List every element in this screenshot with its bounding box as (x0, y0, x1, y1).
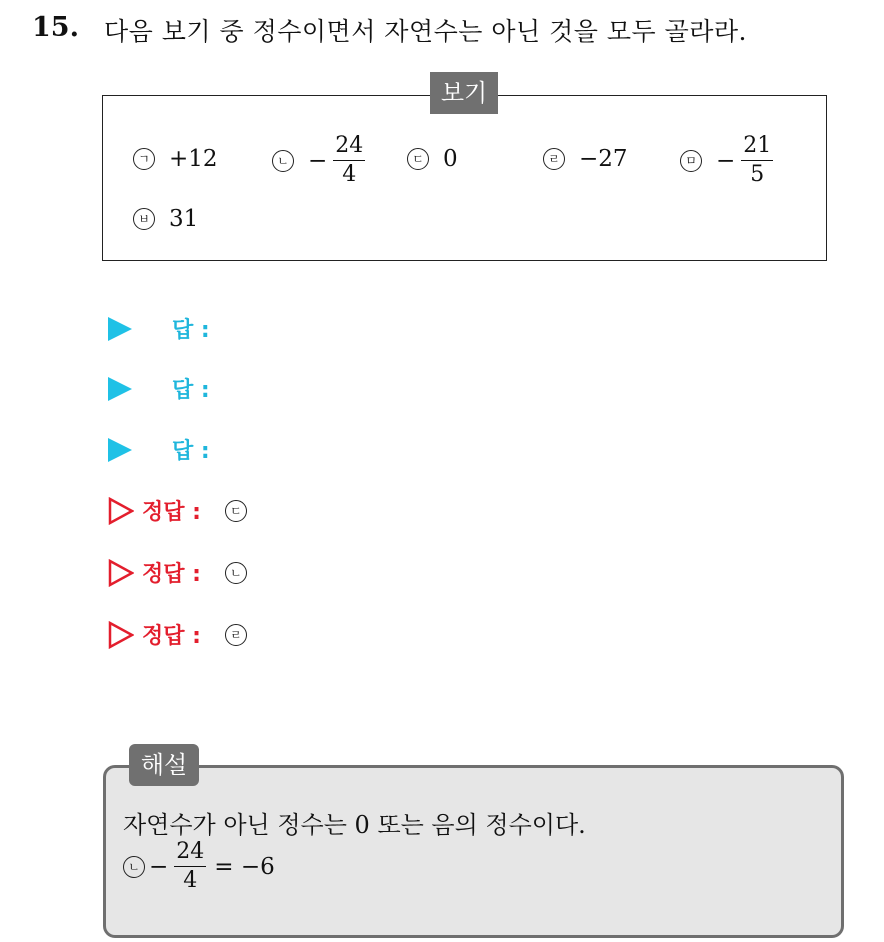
fraction-denominator: 5 (750, 162, 765, 187)
option-value: 0 (443, 146, 458, 172)
play-triangle-icon (108, 438, 132, 462)
option-bieup (133, 206, 198, 232)
option-mieum (680, 132, 773, 189)
circled-mieum-icon: ㅁ (680, 150, 702, 172)
option-value: −27 (579, 146, 628, 172)
circled-nieun-icon: ㄴ (123, 856, 145, 878)
question-text: 다음 보기 중 정수이면서 자연수는 아닌 것을 모두 골라라. (104, 17, 747, 46)
fraction-numerator: 24 (174, 838, 206, 867)
correct-answer (108, 495, 261, 526)
circled-digeut-icon: ㄷ (407, 148, 429, 170)
option-nieun (272, 132, 365, 189)
circled-giyeok-icon: ㄱ (133, 148, 155, 170)
calc-result: = −6 (214, 853, 275, 880)
outline-triangle-icon (108, 497, 134, 525)
answer-slot (108, 434, 210, 465)
bogi-tag: 보기 (430, 72, 498, 114)
fraction-numerator: 21 (741, 132, 773, 161)
correct-label: 정답 : (142, 500, 201, 525)
circled-bieup-icon: ㅂ (133, 208, 155, 230)
answer-label: 답 : (172, 318, 210, 343)
correct-label: 정답 : (142, 562, 201, 587)
fraction-numerator: 24 (333, 132, 365, 161)
correct-answer (108, 557, 261, 588)
outline-triangle-icon (108, 621, 134, 649)
answer-label: 답 : (172, 378, 210, 403)
option-fraction (333, 132, 365, 189)
circled-nieun-icon: ㄴ (225, 562, 247, 584)
explanation-tag: 해설 (129, 744, 199, 786)
answer-slot (108, 313, 210, 344)
circled-digeut-icon: ㄷ (225, 500, 247, 522)
circled-rieul-icon: ㄹ (225, 624, 247, 646)
correct-answer (108, 619, 261, 650)
play-triangle-icon (108, 317, 132, 341)
question-number: 15. (32, 12, 79, 43)
circled-rieul-icon: ㄹ (543, 148, 565, 170)
option-rieul (543, 146, 628, 172)
option-value: +12 (169, 146, 218, 172)
option-value: 31 (169, 206, 199, 232)
answer-slot (108, 373, 210, 404)
fraction-denominator: 4 (183, 868, 198, 893)
circled-nieun-icon: ㄴ (272, 150, 294, 172)
explanation-calculation (123, 838, 275, 895)
outline-triangle-icon (108, 559, 134, 587)
calc-fraction (174, 838, 206, 895)
option-giyeok (133, 146, 218, 172)
option-sign: − (716, 147, 736, 174)
explanation-text: 자연수가 아닌 정수는 0 또는 음의 정수이다. (123, 811, 586, 839)
answer-label: 답 : (172, 439, 210, 464)
calc-sign: − (149, 853, 169, 880)
fraction-denominator: 4 (342, 162, 357, 187)
option-fraction (741, 132, 773, 189)
option-sign: − (308, 147, 328, 174)
correct-label: 정답 : (142, 624, 201, 649)
play-triangle-icon (108, 377, 132, 401)
option-digeut (407, 146, 458, 172)
